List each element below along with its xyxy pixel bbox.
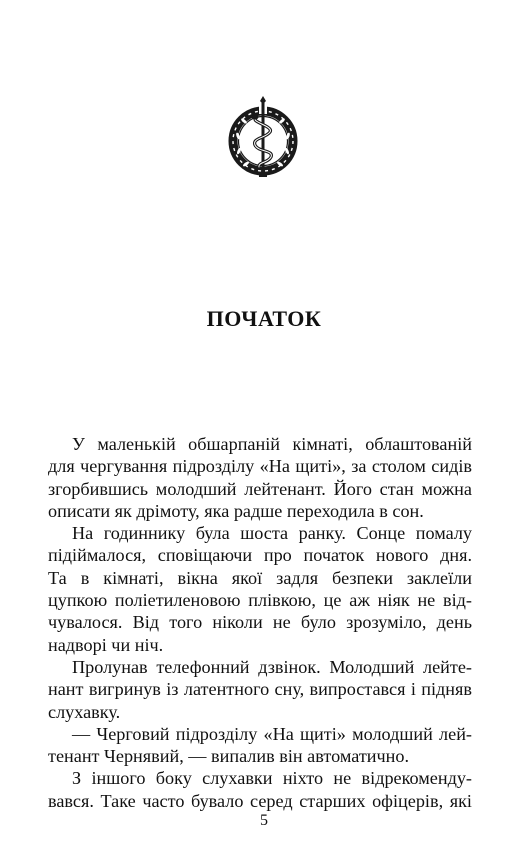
text-line: Пролунав телефонний дзвінок. Молодший лейте- xyxy=(72,656,472,677)
text-line: згорбившись молодший лейтенант. Його стан можна xyxy=(48,478,472,499)
text-line: надворі чи ніч. xyxy=(48,634,164,655)
text-line: — Черговий підрозділу «На щиті» молодший лей- xyxy=(72,723,472,744)
text-line: нант вигринув із латентного сну, випростався і підняв xyxy=(48,679,472,700)
text-line: З іншого боку слухавки ніхто не відрекоменду- xyxy=(72,768,472,789)
text-line: для чергування підрозділу «На щиті», за столом сидів xyxy=(48,456,472,477)
text-line: вався. Таке часто бувало серед старших офіцерів, які xyxy=(48,790,472,811)
body-text xyxy=(48,433,472,812)
text-line: підіймалося, сповіщаючи про початок нового дня. xyxy=(48,545,472,566)
text-line: У маленькій обшарпаній кімнаті, облаштованій xyxy=(72,434,472,454)
page-number: 5 xyxy=(260,812,268,829)
chapter-title: ПОЧАТОК xyxy=(206,306,322,331)
text-line: тенант Чернявий, — випалив він автоматично. xyxy=(48,746,410,767)
text-line: чувалося. Від того ніколи не було зрозуміло, день xyxy=(48,612,472,633)
text-line: цупкою поліетиленовою плівкою, це аж ніяк не від- xyxy=(48,590,472,611)
text-line: Та в кімнаті, вікна якої задля безпеки заклеїли xyxy=(48,567,472,588)
text-line: На годиннику була шоста ранку. Сонце помалу xyxy=(72,523,472,544)
text-line: слухавку. xyxy=(48,701,121,722)
staff-and-serpent-wreath-emblem-icon xyxy=(226,96,300,180)
text-line: описати як дрімоту, яка радше переходила в сон. xyxy=(48,500,424,521)
